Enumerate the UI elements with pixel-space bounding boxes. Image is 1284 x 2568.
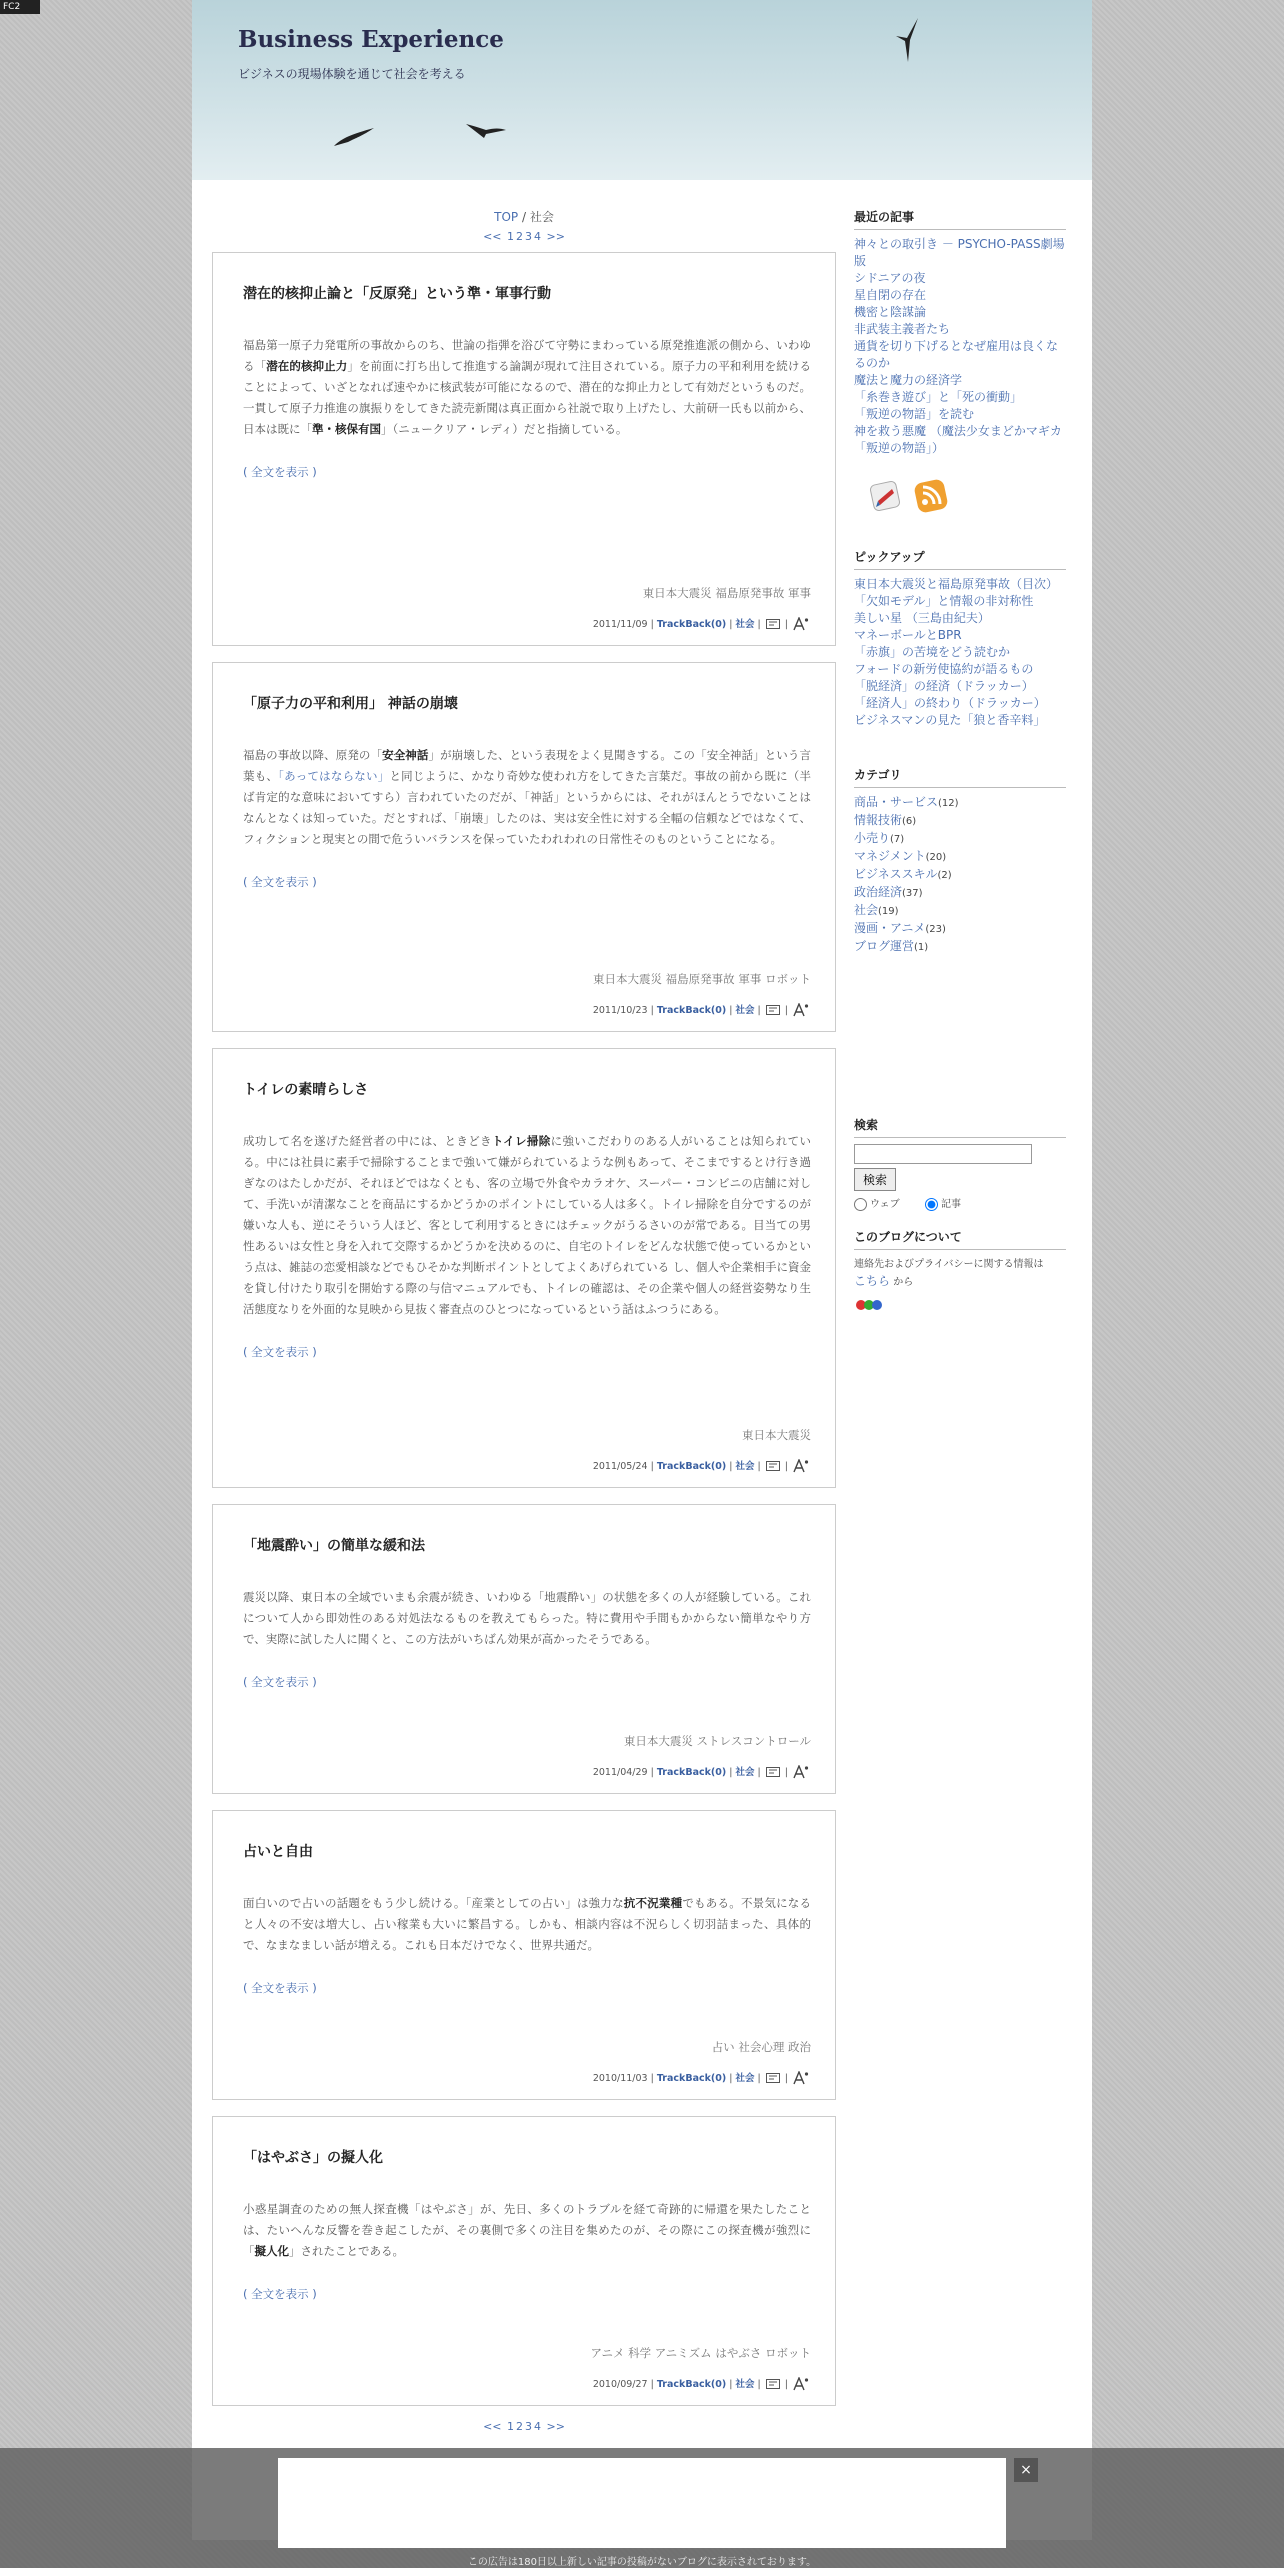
bird-image (464, 118, 508, 140)
recent-entry-link[interactable]: 「叛逆の物語」を読む (854, 407, 975, 421)
entry-body: 面白いので占いの話題をもう少し続ける。「産業としての占い」は強力な抗不況業種でもある。不景気になると人々の不安は増大し、占い稼業も大いに繁昌する。しかも、相談内容は不況らしく切羽詰まった、具体的で、なまなましい話が増える。これも日本だけでなく、世界共通だ。 (243, 1896, 812, 1952)
recent-entry-link[interactable]: シドニアの夜 (854, 271, 926, 285)
pager-page-2[interactable]: 2 (516, 230, 523, 243)
search-heading: 検索 (854, 1116, 1066, 1138)
entry-meta: 2011/10/23 | TrackBack(0) | 社会 | | (593, 1002, 811, 1018)
entry-date: 2011/10/23 (592, 1004, 648, 1016)
search-block (854, 1116, 1066, 1211)
category-count: (2) (937, 870, 952, 881)
about-block (854, 1228, 1066, 1317)
entry-title[interactable]: 「はやぶさ」の擬人化 (243, 2150, 383, 2166)
pager-prev[interactable]: << (483, 230, 502, 243)
bird-image (332, 124, 376, 148)
entry-title[interactable]: 「原子力の平和利用」 神話の崩壊 (243, 696, 458, 712)
read-more-link[interactable]: ( 全文を表示 ) (243, 465, 317, 479)
entry-tags[interactable]: アニメ 科学 アニミズム はやぶさ ロボット (590, 2346, 811, 2360)
category-link[interactable]: 社会 (735, 2378, 755, 2390)
site-header (192, 0, 1092, 180)
category-count: (7) (890, 834, 905, 845)
search-scope-entry[interactable]: 記事 (925, 1199, 961, 1210)
entry-title[interactable]: 潜在的核抑止論と「反原発」という準・軍事行動 (243, 286, 551, 302)
search-scope (854, 1195, 1066, 1211)
font-size-icon[interactable] (793, 2377, 809, 2391)
pickup-link[interactable]: マネーボールとBPR (854, 628, 962, 642)
category-item[interactable] (854, 920, 1066, 938)
category-name[interactable]: ブログ運営 (854, 939, 915, 953)
rss-icon[interactable] (912, 477, 950, 515)
entry-card (212, 1810, 836, 2100)
category-item[interactable] (854, 848, 1066, 866)
entry-tags[interactable]: 東日本大震災 ストレスコントロール (623, 1734, 811, 1748)
category-item[interactable] (854, 938, 1066, 956)
recent-entry-link[interactable]: 神を救う悪魔 （魔法少女まどかマギカ「叛逆の物語」） (854, 424, 1062, 455)
entry-meta: 2010/11/03 | TrackBack(0) | 社会 | | (593, 2070, 811, 2086)
recent-entry-link[interactable]: 神々との取引き － PSYCHO-PASS劇場版 (854, 237, 1065, 268)
category-name[interactable]: 小売り (854, 831, 891, 845)
entry-tags[interactable]: 東日本大震災 福島原発事故 軍事 ロボット (593, 972, 811, 986)
page-container (192, 0, 1092, 2540)
entry-tags[interactable]: 東日本大震災 福島原発事故 軍事 (642, 586, 811, 600)
main-column (212, 208, 836, 2442)
read-more-link[interactable]: ( 全文を表示 ) (243, 1981, 317, 1995)
trackback-link[interactable]: TrackBack(0) (656, 2072, 727, 2084)
trackback-link[interactable]: TrackBack(0) (656, 2378, 727, 2390)
entry-body: 成功して名を遂げた経営者の中には、ときどきトイレ掃除に強いこだわりのある人がいることは知られている。中には社員に素手で掃除することまで強いて嫌がられているような例もあって、そこまでするとけ行き過ぎなのはたしかだが、それほどではなくとも、客の立場で外食やカラオケ、スーパー・コンビニの店舗に対して、手洗いが清潔なことを商品にするかどうかのポイントにしている人は多く。トイレ掃除を自分でするのが嫌いな人も、逆にそういう人ほど、客として利用するときにはチェックがうるさいのが常である。目当ての男性あるいは女性と身を入れて交際するかどうかを決めるのに、自宅のトイレをどんな状態で使っているかという点は、雑誌の恋愛相談などでもひそかな判断ポイントとしてよくあげられている し、個人や企業相手に資金を貸し付けたり取引を開始する際の与信マニュアルでも、トイレの確認は、その企業や個人の経営姿勢なり生活態度なりを外面的な見映から見抜く審査点のひとつになっているという話はふつうにある。 (243, 1134, 811, 1316)
category-item[interactable] (854, 866, 1066, 884)
font-size-icon[interactable] (793, 1459, 809, 1473)
bookmark-icon[interactable] (766, 619, 780, 629)
category-name[interactable]: 政治経済 (854, 885, 903, 899)
pager-next[interactable]: >> (546, 2420, 565, 2433)
recent-entries-block (854, 208, 1066, 523)
pager-next[interactable]: >> (546, 230, 565, 243)
entry-body: 福島第一原子力発電所の事故からのち、世論の指弾を浴びて守勢にまわっている原発推進派の側から、いわゆる「潜在的核抑止力」を前面に打ち出して推進する論調が現れて注目されている。原子力の平和利用を続けることによって、いざとなれば速やかに核武装が可能になるので、潜在的な抑止力として有効だというものだ。一貫して原子力推進の旗振りをしてきた読売新聞は真正面から社説で取り上げたし、大前研一氏も以前から、日本は既に「準・核保有国」（ニュークリア・レディ）だと指摘している。 (243, 338, 811, 436)
category-list (854, 794, 1066, 956)
font-size-icon[interactable] (793, 2071, 809, 2085)
bookmark-icon[interactable] (766, 1461, 780, 1471)
category-count: (23) (925, 924, 946, 935)
category-name[interactable]: 漫画・アニメ (854, 921, 926, 935)
category-item[interactable] (854, 794, 1066, 812)
pager-page-4[interactable]: 4 (534, 2420, 541, 2433)
category-name[interactable]: ビジネススキル (854, 867, 938, 881)
feed-icons (854, 473, 1066, 523)
trackback-link[interactable]: TrackBack(0) (656, 1004, 727, 1016)
trackback-link[interactable]: TrackBack(0) (656, 1766, 727, 1778)
recent-entry-link[interactable]: 通貨を切り下げるとなぜ雇用は良くなるのか (854, 339, 1059, 370)
category-name[interactable]: 情報技術 (854, 813, 903, 827)
category-count: (37) (902, 888, 923, 899)
bookmark-icon[interactable] (766, 2379, 780, 2389)
recent-entry-link[interactable]: 「糸巻き遊び」と「死の衝動」 (854, 390, 1023, 404)
about-link[interactable]: こちら (854, 1274, 891, 1288)
pickup-link[interactable]: 「欠如モデル」と情報の非対称性 (854, 594, 1034, 608)
font-size-icon[interactable] (793, 1765, 809, 1779)
entry-date: 2011/04/29 (592, 1766, 648, 1778)
ad-banner[interactable] (278, 2458, 1006, 2548)
recent-entry-link[interactable]: 機密と陰謀論 (854, 305, 927, 319)
trackback-link[interactable]: TrackBack(0) (656, 618, 727, 630)
recent-entry-link[interactable]: 魔法と魔力の経済学 (854, 373, 963, 387)
category-item[interactable] (854, 884, 1066, 902)
category-link[interactable]: 社会 (735, 618, 755, 630)
search-scope-web[interactable]: ウェブ (854, 1199, 900, 1210)
pager-page-1[interactable]: 1 (507, 230, 514, 243)
category-count: (20) (925, 852, 947, 863)
entry-title[interactable]: 「地震酔い」の簡単な緩和法 (243, 1538, 425, 1554)
font-size-icon[interactable] (793, 1003, 809, 1017)
recent-entry-link[interactable]: 非武装主義者たち (854, 322, 951, 336)
pager-page-3[interactable]: 3 (525, 230, 532, 243)
bookmark-service-icon[interactable] (866, 477, 904, 515)
pager-bottom (212, 2420, 836, 2442)
recent-entry-link[interactable]: 星自閉の存在 (854, 288, 927, 302)
category-name[interactable]: 商品・サービス (854, 795, 939, 809)
pickup-list (854, 576, 1066, 729)
category-link[interactable]: 社会 (735, 1460, 755, 1472)
entry-card (212, 1048, 836, 1488)
read-more-link[interactable]: ( 全文を表示 ) (243, 2287, 317, 2301)
read-more-link[interactable]: ( 全文を表示 ) (243, 1675, 317, 1689)
category-count: (12) (938, 798, 959, 809)
pickup-link[interactable]: 美しい星 （三島由紀夫） (854, 611, 990, 625)
pager-prev[interactable]: << (483, 2420, 502, 2433)
font-size-icon[interactable] (793, 617, 809, 631)
breadcrumb (212, 208, 836, 230)
category-link[interactable]: 社会 (735, 1004, 755, 1016)
entry-title[interactable]: トイレの素晴らしさ (243, 1082, 369, 1098)
category-item[interactable] (854, 830, 1066, 848)
entry-meta: 2011/05/24 | TrackBack(0) | 社会 | | (593, 1458, 811, 1474)
entry-date: 2011/11/09 (592, 618, 648, 630)
category-item[interactable] (854, 812, 1066, 830)
bird-image (892, 16, 922, 64)
site-title[interactable]: Business Experience (238, 26, 504, 53)
entry-meta: 2010/09/27 | TrackBack(0) | 社会 | | (593, 2376, 811, 2392)
pickup-link[interactable]: 「経済人」の終わり（ドラッカー） (854, 696, 1046, 710)
entry-date: 2010/11/03 (592, 2072, 648, 2084)
pager-top (212, 230, 836, 252)
pager-page-4[interactable]: 4 (534, 230, 541, 243)
entry-tags[interactable]: 東日本大震災 (742, 1428, 811, 1442)
bookmark-icon[interactable] (766, 2073, 780, 2083)
pager-page-2[interactable]: 2 (516, 2420, 523, 2433)
category-item[interactable] (854, 902, 1066, 920)
category-count: (19) (878, 906, 899, 917)
recent-entries-heading: 最近の記事 (854, 208, 1066, 230)
site-description: ビジネスの現場体験を通じて社会を考える (238, 67, 466, 81)
category-link[interactable]: 社会 (735, 1766, 755, 1778)
bookmark-icon[interactable] (766, 1767, 780, 1777)
category-count: (1) (914, 942, 929, 953)
category-name[interactable]: マネジメント (854, 849, 926, 863)
pickup-heading: ピックアップ (854, 548, 1066, 570)
read-more-link[interactable]: ( 全文を表示 ) (243, 875, 317, 889)
pickup-link[interactable]: フォードの新労使協約が語るもの (854, 662, 1034, 676)
pickup-link[interactable]: 東日本大震災と福島原発事故（目次） (854, 577, 1059, 591)
trackback-link[interactable]: TrackBack(0) (656, 1460, 727, 1472)
pickup-link[interactable]: 「脱経済」の経済（ドラッカー） (854, 679, 1034, 693)
ad-overlay (0, 2448, 1284, 2568)
read-more-link[interactable]: ( 全文を表示 ) (243, 1345, 317, 1359)
search-button[interactable]: 検索 (854, 1168, 896, 1191)
pickup-link[interactable]: ビジネスマンの見た「狼と香辛料」 (854, 713, 1046, 727)
ad-notice: この広告は180日以上新しい記事の投稿がないブログに表示されております。 (467, 2557, 817, 2568)
entry-card (212, 252, 836, 646)
entry-meta: 2011/11/09 | TrackBack(0) | 社会 | | (593, 616, 811, 632)
entry-tags[interactable]: 占い 社会心理 政治 (711, 2040, 811, 2054)
category-name[interactable]: 社会 (854, 903, 879, 917)
entry-meta: 2011/04/29 | TrackBack(0) | 社会 | | (593, 1764, 811, 1780)
category-count: (6) (902, 816, 917, 827)
category-link[interactable]: 社会 (735, 2072, 755, 2084)
pickup-block (854, 548, 1066, 729)
entry-title[interactable]: 占いと自由 (243, 1844, 313, 1860)
badge-icon[interactable] (854, 1297, 884, 1313)
pickup-link[interactable]: 「赤旗」の苦境をどう読むか (854, 645, 1011, 659)
entry-body: 小惑星調査のための無人探査機「はやぶさ」が、先日、多くのトラブルを経て奇跡的に帰還を果たしたことは、たいへんな反響を巻き起こしたが、その裏側で多くの注目を集めたのが、その際にこの探査機が強烈に「擬人化」されたことである。 (243, 2202, 811, 2258)
entry-date: 2011/05/24 (592, 1460, 648, 1472)
breadcrumb-current: 社会 (529, 210, 554, 224)
search-input[interactable] (854, 1144, 1032, 1164)
entry-card (212, 2116, 836, 2406)
entry-body: 福島の事故以降、原発の「安全神話」が崩壊した、という表現をよく見聞きする。この「安全神話」という言葉も、「あってはならない」と同じように、かなり奇妙な使われ方をしてきた言葉だ。事故の前から既に（半ば肯定的な意味においてすら）言われていたのだが、「神話」というからには、それがほんとうでないことはなんとなくは知っていた。だとすれば、「崩壊」したのは、実は安全性に対する全幅の信頼などではなくて、フィクションと現実との間で危ういバランスを保っていたわれわれの日常性そのものということになる。 (243, 748, 812, 846)
entry-card (212, 1504, 836, 1794)
pager-page-1[interactable]: 1 (507, 2420, 514, 2433)
pager-page-3[interactable]: 3 (525, 2420, 532, 2433)
bookmark-icon[interactable] (766, 1005, 780, 1015)
ad-close-button[interactable]: × (1014, 2458, 1038, 2482)
breadcrumb-top-link[interactable]: TOP (494, 210, 519, 224)
about-heading: このブログについて (854, 1228, 1066, 1250)
category-heading: カテゴリ (854, 766, 1066, 788)
breadcrumb-separator: / (521, 210, 527, 224)
entry-card (212, 662, 836, 1032)
entry-date: 2010/09/27 (592, 2378, 648, 2390)
about-text: 連絡先およびプライバシーに関する情報は こちら から (854, 1259, 1044, 1288)
category-block (854, 766, 1066, 956)
recent-entries-list (854, 236, 1066, 457)
entry-body: 震災以降、東日本の全域でいまも余震が続き、いわゆる「地震酔い」の状態を多くの人が経験している。これについて人から即効性のある対処法なるものを教えてもらった。特に費用や手間もかからない簡単なやり方で、実際に試した人に聞くと、この方法がいちばん効果が高かったそうである。 (243, 1590, 811, 1646)
fc2-badge[interactable]: FC2 (0, 0, 40, 14)
